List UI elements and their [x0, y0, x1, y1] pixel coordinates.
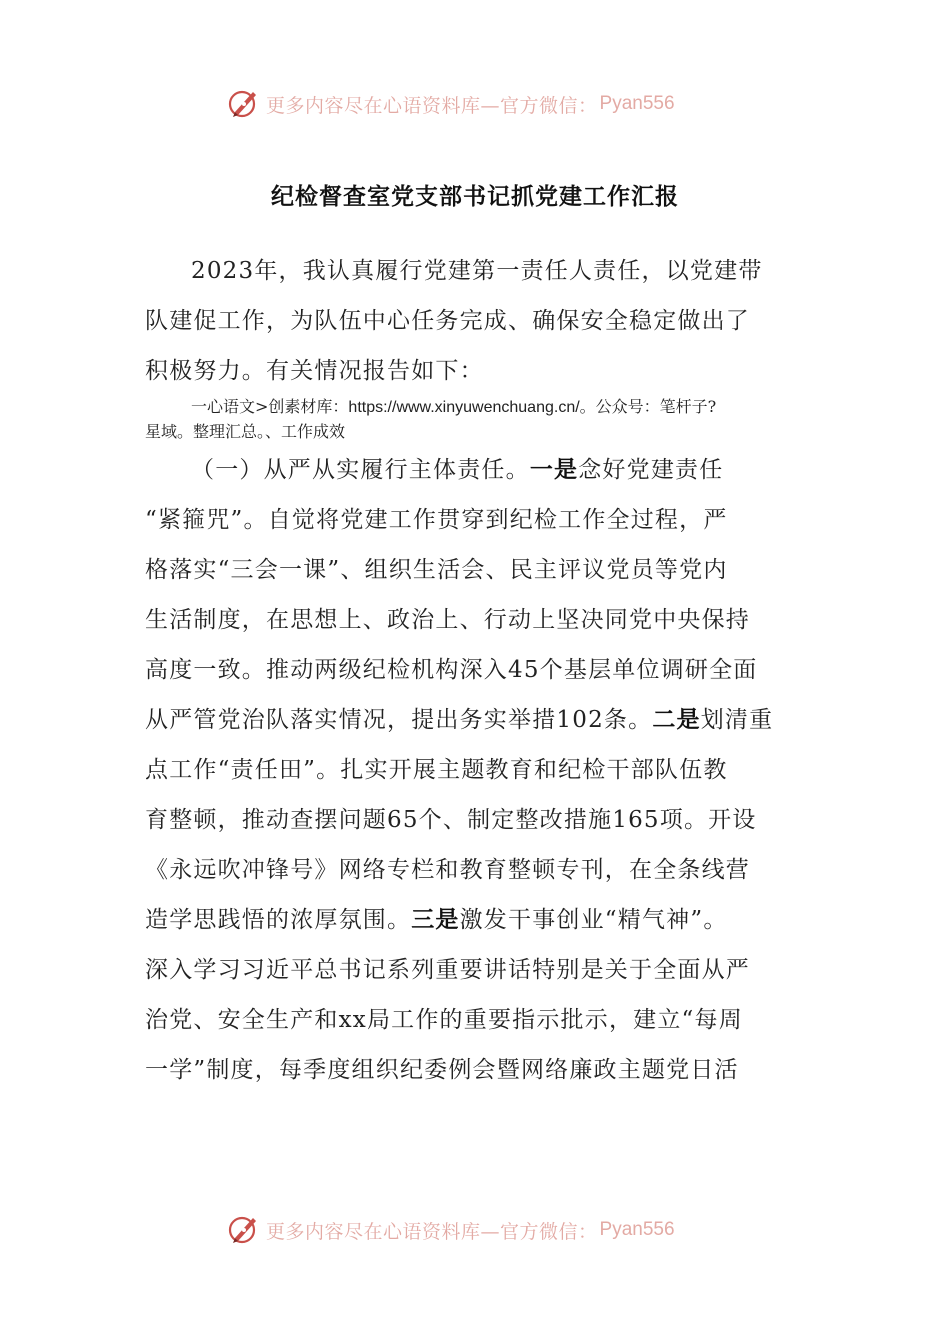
intro-line: 队建促工作，为队伍中心任务完成、确保安全稳定做出了: [145, 308, 750, 334]
intro-line: 2023年，我认真履行党建第一责任人责任，以党建带: [191, 258, 763, 284]
section-line: “紧箍咒”。自觉将党建工作贯穿到纪检工作全过程，严: [145, 507, 728, 533]
watermark-text: 更多内容尽在心语资料库—官方微信：: [266, 1220, 598, 1243]
section-line: 《永远吹冲锋号》网络专栏和教育整顿专刊，在全条线营: [145, 857, 750, 883]
section-line: 高度一致。推动两级纪检机构深入45个基层单位调研全面: [145, 657, 758, 683]
intro-paragraph: [145, 246, 815, 396]
keyword-third: 三是: [411, 906, 460, 933]
section-line: 格落实“三会一课”、组织生活会、民主评议党员等党内: [145, 557, 728, 583]
section-paragraph: [145, 445, 815, 1095]
source-note: [145, 395, 825, 444]
section-line: 育整顿，推动查摆问题65个、制定整改措施165项。开设: [145, 807, 757, 833]
section-line: 一学”制度，每季度组织纪委例会暨网络廉政主题党日活: [145, 1057, 739, 1083]
note-line2: 星域。整理汇总。、工作成效: [145, 422, 346, 441]
section-line: 点工作“责任田”。扎实开展主题教育和纪检干部队伍教: [145, 757, 728, 783]
section-line: 深入学习习近平总书记系列重要讲话特别是关于全面从严: [145, 957, 750, 983]
section-line: 治党、安全生产和xx局工作的重要指示批示，建立“每周: [145, 1007, 743, 1033]
section-line: 从严管党治队落实情况，提出务实举措102条。二是划清重: [145, 706, 774, 733]
note-prefix: 一心语文>创素材库：: [191, 397, 349, 416]
section-heading: （一）从严从实履行主体责任。: [191, 457, 530, 483]
pen-logo-icon: [226, 1212, 262, 1248]
watermark-banner-bottom: [226, 1210, 675, 1250]
section-line: （一）从严从实履行主体责任。一是念好党建责任: [191, 456, 724, 483]
watermark-wechat-id: Pyan556: [599, 1219, 675, 1240]
intro-line: 积极努力。有关情况报告如下：: [145, 358, 484, 384]
watermark-banner-top: [226, 84, 675, 124]
note-suffix: 。公众号：笔杆子?: [579, 397, 717, 416]
section-line: 生活制度，在思想上、政治上、行动上坚决同党中央保持: [145, 607, 750, 633]
keyword-first: 一是: [529, 456, 579, 483]
section-line: 造学思践悟的浓厚氛围。三是激发干事创业“精气神”。: [145, 906, 728, 933]
watermark-text: 更多内容尽在心语资料库—官方微信：: [266, 94, 598, 117]
document-title: 纪检督查室党支部书记抓党建工作汇报: [271, 184, 679, 210]
watermark-wechat-id: Pyan556: [599, 93, 675, 114]
pen-logo-icon: [226, 86, 262, 122]
note-url: https://www.xinyuwenchuang.cn/: [348, 399, 580, 416]
keyword-second: 二是: [652, 706, 701, 733]
